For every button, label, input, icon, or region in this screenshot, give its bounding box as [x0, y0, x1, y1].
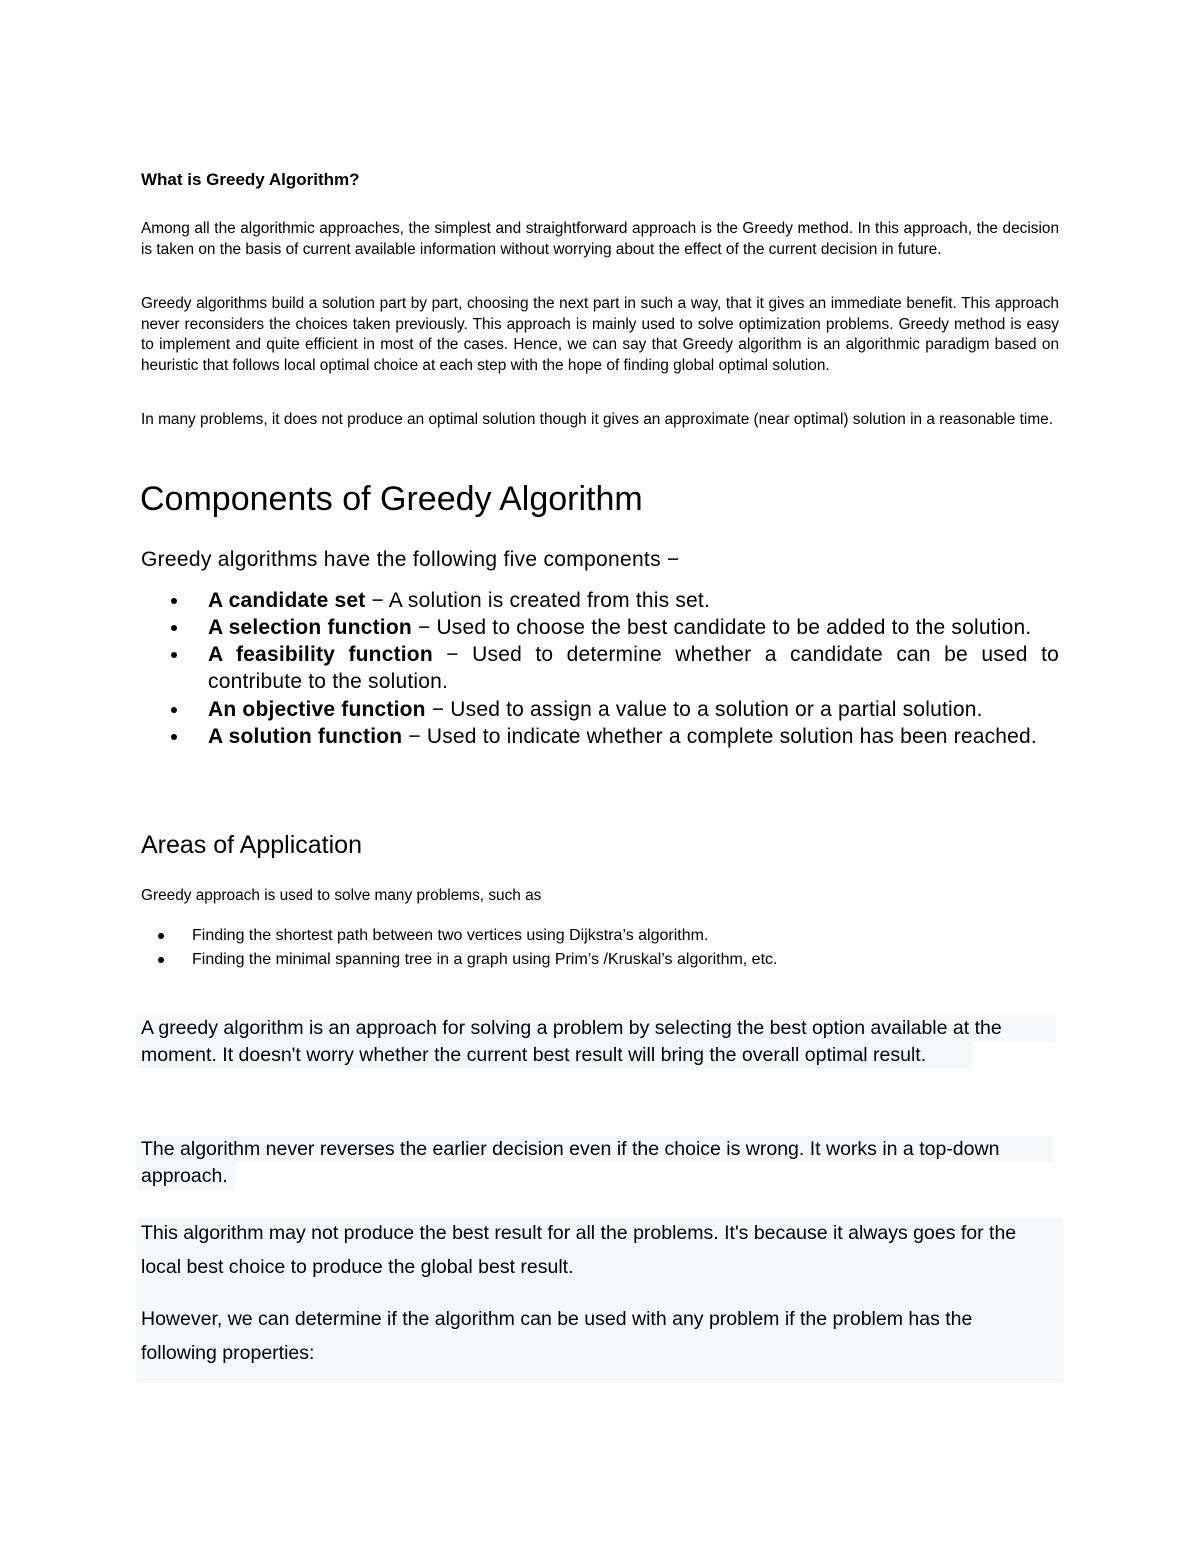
component-term: A solution function: [208, 725, 403, 748]
components-heading: Components of Greedy Algorithm: [140, 480, 643, 518]
bullet-icon: [171, 625, 177, 631]
list-item: [168, 614, 1059, 641]
list-item: [157, 948, 777, 972]
component-desc: − Used to assign a value to a solution or a partial solution.: [425, 698, 983, 721]
intro-paragraph-2: Greedy algorithms build a solution part by part, choosing the next part in such a way, that it gives an immediate benefit. This approach never reconsiders the choices taken previously. This approach is mainly used to solve optimization problems. Greedy method is easy to implement and quite efficient in most of the cases. Hence, we can say that Greedy algorithm is an algorithmic paradigm based on heuristic that follows local optimal choice at each step with the hope of finding global optimal solution.: [141, 295, 1059, 374]
area-item-text: Finding the shortest path between two vertices using Dijkstra’s algorithm.: [192, 927, 709, 944]
component-term: A selection function: [208, 616, 412, 639]
list-item: [157, 924, 777, 948]
section-title: What is Greedy Algorithm?: [141, 170, 360, 189]
component-desc: − A solution is created from this set.: [365, 589, 710, 612]
components-list: [168, 587, 1059, 750]
bullet-icon: [171, 598, 177, 604]
list-item: [168, 641, 1059, 695]
intro-paragraph-1: Among all the algorithmic approaches, the simplest and straightforward approach is the Greedy method. In this approach, the decision is taken on the basis of current available information without worrying about the effect of the current decision in future.: [141, 220, 1059, 258]
list-item: [168, 723, 1059, 750]
component-term: A candidate set: [208, 589, 366, 612]
component-desc: − Used to indicate whether a complete solution has been reached.: [402, 725, 1037, 748]
bullet-icon: [171, 707, 177, 713]
areas-list: [157, 924, 777, 972]
area-item-text: Finding the minimal spanning tree in a graph using Prim’s /Kruskal’s algorithm, etc.: [192, 951, 778, 968]
component-term: An objective function: [208, 698, 426, 721]
may-not-paragraph: This algorithm may not produce the best result for all the problems. It's because it always goes for the local best choice to produce the global best result.: [141, 1222, 1017, 1278]
areas-lead: Greedy approach is used to solve many problems, such as: [141, 887, 542, 904]
component-desc: − Used to choose the best candidate to be added to the solution.: [411, 616, 1032, 639]
bullet-icon: [158, 933, 164, 939]
list-item: [168, 587, 1059, 614]
list-item: [168, 696, 1059, 723]
component-term: A feasibility function: [208, 643, 433, 666]
intro-paragraph-3: In many problems, it does not produce an optimal solution though it gives an approximate (near optimal) solution in a reasonable time.: [141, 411, 1053, 428]
areas-heading: Areas of Application: [141, 831, 362, 859]
however-paragraph: However, we can determine if the algorithm can be used with any problem if the problem has the following properties:: [141, 1308, 973, 1364]
bullet-icon: [171, 652, 177, 658]
components-lead: Greedy algorithms have the following five components −: [141, 548, 680, 571]
definition-paragraph: A greedy algorithm is an approach for solving a problem by selecting the best option available at the moment. It doesn't worry whether the current best result will bring the overall optimal result.: [141, 1017, 1002, 1066]
component-desc: − Used to determine whether a candidate can be used to contribute to the solution.: [208, 643, 1059, 693]
never-reverses-paragraph: The algorithm never reverses the earlier decision even if the choice is wrong. It works in a top-down approach.: [141, 1138, 1000, 1187]
bullet-icon: [158, 957, 164, 963]
bullet-icon: [171, 734, 177, 740]
